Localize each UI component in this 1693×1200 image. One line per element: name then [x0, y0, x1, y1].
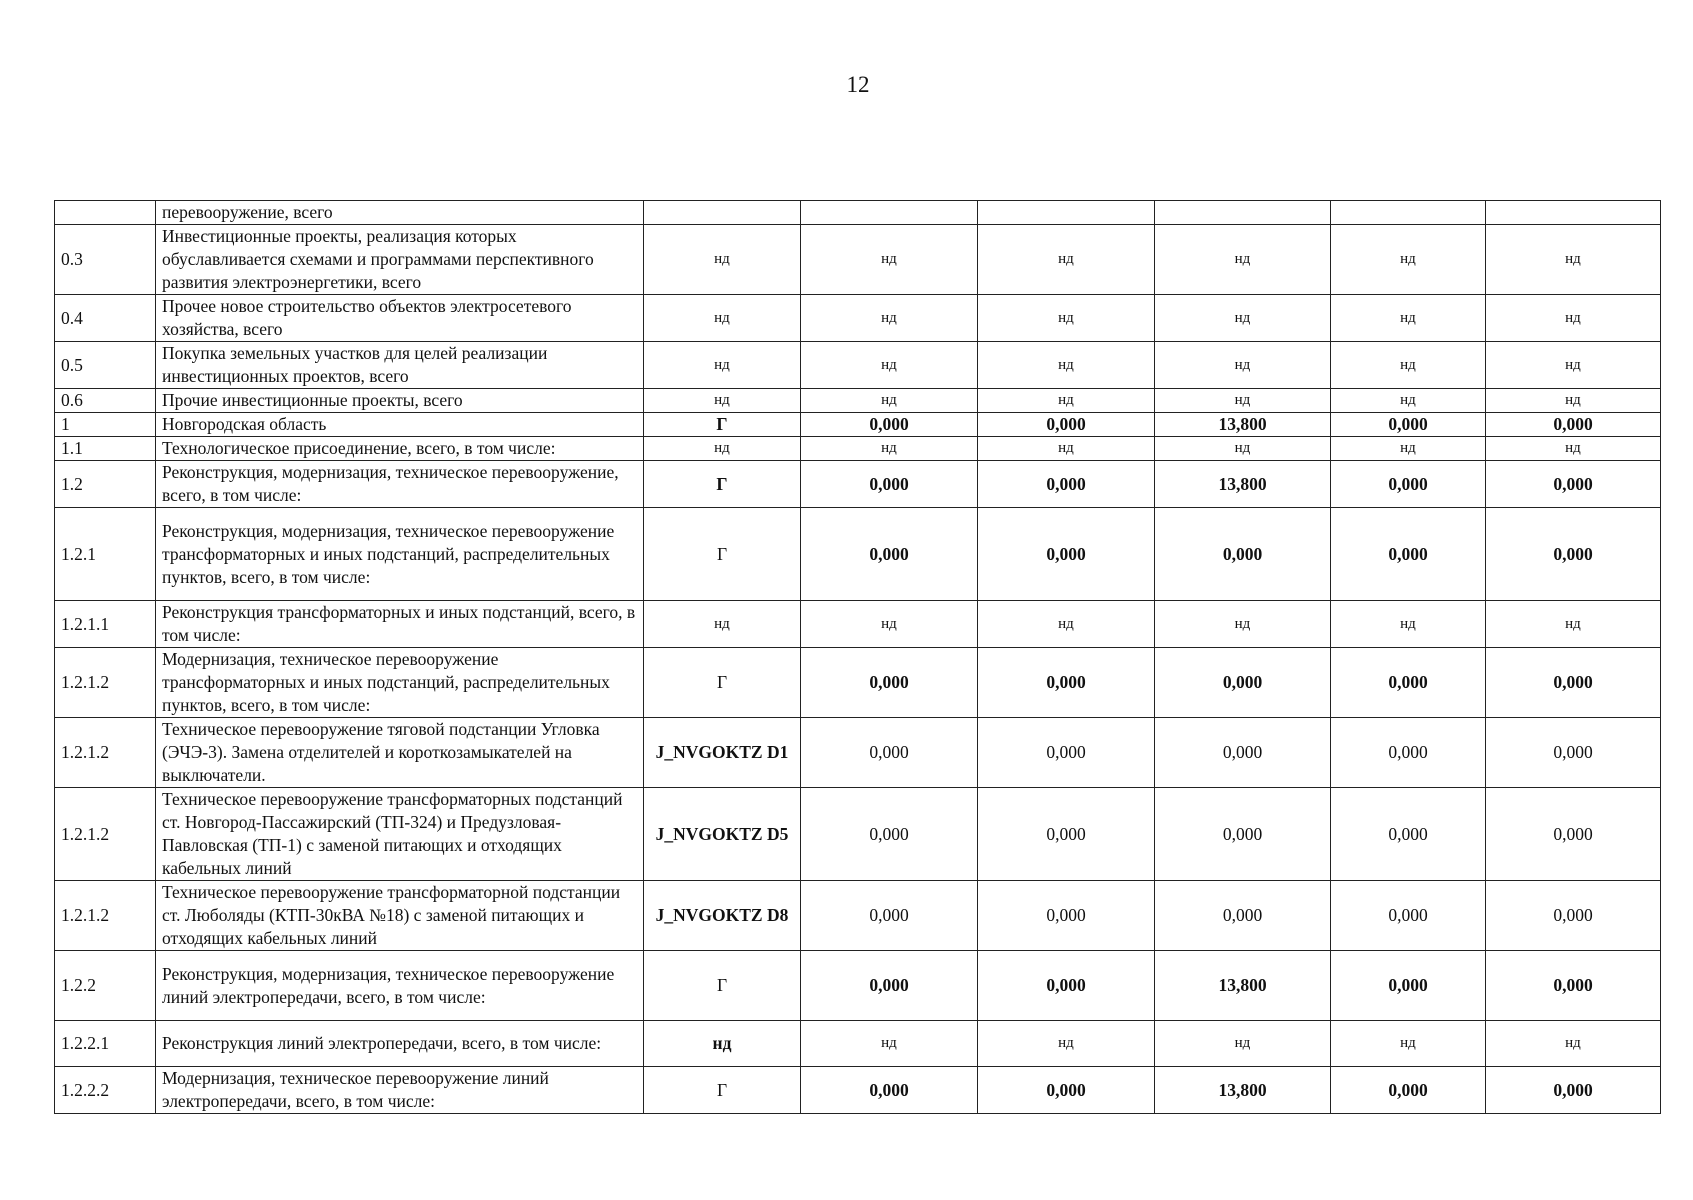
row-value-5: 0,000 [1486, 413, 1661, 437]
row-number: 1.2.1.2 [55, 881, 156, 951]
row-value-5: 0,000 [1486, 881, 1661, 951]
row-code: нд [644, 342, 801, 389]
row-name: Техническое перевооружение тяговой подстанции Угловка (ЭЧЭ-3). Замена отделителей и короткозамыкателей на выключатели. [156, 718, 644, 788]
row-value-4: нд [1331, 225, 1486, 295]
row-value-3: 0,000 [1155, 881, 1331, 951]
row-name: Реконструкция трансформаторных и иных подстанций, всего, в том числе: [156, 601, 644, 648]
row-value-4: 0,000 [1331, 718, 1486, 788]
row-name: Покупка земельных участков для целей реализации инвестиционных проектов, всего [156, 342, 644, 389]
row-code: J_NVGOKTZ D5 [644, 788, 801, 881]
row-value-5 [1486, 201, 1661, 225]
row-value-2: 0,000 [978, 951, 1155, 1021]
row-number: 1.2.2.1 [55, 1021, 156, 1067]
row-code: нд [644, 389, 801, 413]
row-name: Техническое перевооружение трансформаторных подстанций ст. Новгород-Пассажирский (ТП-324) и Предузловая-Павловская (ТП-1) с заменой питающих и отходящих кабельных линий [156, 788, 644, 881]
row-value-2: 0,000 [978, 413, 1155, 437]
row-value-5: нд [1486, 601, 1661, 648]
row-value-4 [1331, 201, 1486, 225]
row-code: нд [644, 437, 801, 461]
row-value-3: нд [1155, 389, 1331, 413]
row-name: Техническое перевооружение трансформаторной подстанции ст. Люболяды (КТП-30кВА №18) с заменой питающих и отходящих кабельных линий [156, 881, 644, 951]
row-value-4: 0,000 [1331, 413, 1486, 437]
row-value-4: нд [1331, 1021, 1486, 1067]
table-body [55, 201, 1661, 1114]
row-value-3: нд [1155, 437, 1331, 461]
row-number: 1.2.2 [55, 951, 156, 1021]
row-value-1: 0,000 [801, 718, 978, 788]
row-value-3: нд [1155, 1021, 1331, 1067]
page-number: 12 [846, 72, 870, 97]
row-value-1: нд [801, 389, 978, 413]
investment-table [54, 200, 1661, 1114]
row-value-5: 0,000 [1486, 1067, 1661, 1114]
row-value-4: 0,000 [1331, 881, 1486, 951]
row-name: перевооружение, всего [156, 201, 644, 225]
row-name: Инвестиционные проекты, реализация которых обуславливается схемами и программами перспективного развития электроэнергетики, всего [156, 225, 644, 295]
row-value-2: нд [978, 225, 1155, 295]
row-value-3: 0,000 [1155, 718, 1331, 788]
row-number: 1.1 [55, 437, 156, 461]
row-value-5: 0,000 [1486, 951, 1661, 1021]
row-code: нд [644, 1021, 801, 1067]
row-number: 1 [55, 413, 156, 437]
row-value-2: 0,000 [978, 648, 1155, 718]
row-value-2: 0,000 [978, 508, 1155, 601]
table-row [55, 342, 1661, 389]
row-value-4: 0,000 [1331, 648, 1486, 718]
row-value-3: 13,800 [1155, 461, 1331, 508]
row-name: Технологическое присоединение, всего, в том числе: [156, 437, 644, 461]
table-row [55, 601, 1661, 648]
table-row [55, 951, 1661, 1021]
row-code: нд [644, 225, 801, 295]
table-row [55, 648, 1661, 718]
row-name: Реконструкция линий электропередачи, всего, в том числе: [156, 1021, 644, 1067]
table-row [55, 413, 1661, 437]
row-code: Г [644, 413, 801, 437]
row-number: 1.2.1 [55, 508, 156, 601]
row-value-2: 0,000 [978, 788, 1155, 881]
row-value-2: 0,000 [978, 718, 1155, 788]
row-value-4: 0,000 [1331, 788, 1486, 881]
row-code: нд [644, 295, 801, 342]
row-value-5: нд [1486, 295, 1661, 342]
row-code: J_NVGOKTZ D1 [644, 718, 801, 788]
row-name: Реконструкция, модернизация, техническое перевооружение линий электропередачи, всего, в том числе: [156, 951, 644, 1021]
row-code: Г [644, 461, 801, 508]
row-value-1: нд [801, 601, 978, 648]
row-number [55, 201, 156, 225]
row-value-1: 0,000 [801, 461, 978, 508]
row-value-2: нд [978, 389, 1155, 413]
row-name: Прочие инвестиционные проекты, всего [156, 389, 644, 413]
row-value-5: 0,000 [1486, 508, 1661, 601]
row-value-3 [1155, 201, 1331, 225]
row-value-3: 0,000 [1155, 648, 1331, 718]
row-value-3: 13,800 [1155, 951, 1331, 1021]
row-number: 1.2.1.2 [55, 718, 156, 788]
row-name: Новгородская область [156, 413, 644, 437]
row-value-1: 0,000 [801, 881, 978, 951]
row-value-1: нд [801, 437, 978, 461]
row-value-3: нд [1155, 225, 1331, 295]
row-value-2: нд [978, 601, 1155, 648]
row-value-1: 0,000 [801, 413, 978, 437]
table-row [55, 788, 1661, 881]
row-value-3: нд [1155, 342, 1331, 389]
table-row [55, 389, 1661, 413]
row-value-2: нд [978, 437, 1155, 461]
row-value-5: нд [1486, 1021, 1661, 1067]
row-value-4: 0,000 [1331, 508, 1486, 601]
row-number: 1.2.1.2 [55, 788, 156, 881]
row-value-4: 0,000 [1331, 1067, 1486, 1114]
row-value-3: нд [1155, 601, 1331, 648]
row-code: Г [644, 951, 801, 1021]
row-name: Модернизация, техническое перевооружение линий электропередачи, всего, в том числе: [156, 1067, 644, 1114]
row-value-1: нд [801, 342, 978, 389]
table-row [55, 881, 1661, 951]
row-value-3: 0,000 [1155, 788, 1331, 881]
row-value-2: нд [978, 342, 1155, 389]
row-value-5: нд [1486, 225, 1661, 295]
row-value-1: 0,000 [801, 1067, 978, 1114]
row-number: 0.3 [55, 225, 156, 295]
row-code: нд [644, 601, 801, 648]
table-row [55, 508, 1661, 601]
row-code: Г [644, 648, 801, 718]
row-number: 0.4 [55, 295, 156, 342]
row-value-2 [978, 201, 1155, 225]
row-number: 1.2.1.2 [55, 648, 156, 718]
row-value-2: 0,000 [978, 1067, 1155, 1114]
row-value-2: 0,000 [978, 881, 1155, 951]
row-value-5: 0,000 [1486, 788, 1661, 881]
row-value-5: нд [1486, 437, 1661, 461]
row-number: 1.2.1.1 [55, 601, 156, 648]
row-number: 0.5 [55, 342, 156, 389]
row-value-1 [801, 201, 978, 225]
row-value-1: 0,000 [801, 788, 978, 881]
row-name: Прочее новое строительство объектов электросетевого хозяйства, всего [156, 295, 644, 342]
row-code [644, 201, 801, 225]
row-value-1: нд [801, 295, 978, 342]
row-value-3: 13,800 [1155, 1067, 1331, 1114]
row-value-5: 0,000 [1486, 461, 1661, 508]
row-name: Модернизация, техническое перевооружение трансформаторных и иных подстанций, распределительных пунктов, всего, в том числе: [156, 648, 644, 718]
row-value-4: нд [1331, 437, 1486, 461]
row-value-4: 0,000 [1331, 951, 1486, 1021]
row-code: Г [644, 1067, 801, 1114]
row-value-4: 0,000 [1331, 461, 1486, 508]
row-value-3: нд [1155, 295, 1331, 342]
row-value-1: 0,000 [801, 508, 978, 601]
row-value-1: 0,000 [801, 648, 978, 718]
table-row [55, 437, 1661, 461]
row-number: 0.6 [55, 389, 156, 413]
row-number: 1.2 [55, 461, 156, 508]
table-row [55, 295, 1661, 342]
table-row [55, 718, 1661, 788]
row-value-2: нд [978, 1021, 1155, 1067]
table-row [55, 225, 1661, 295]
row-value-5: 0,000 [1486, 648, 1661, 718]
row-name: Реконструкция, модернизация, техническое перевооружение трансформаторных и иных подстанций, распределительных пунктов, всего, в том числе: [156, 508, 644, 601]
row-value-1: нд [801, 225, 978, 295]
row-value-1: нд [801, 1021, 978, 1067]
row-value-3: 0,000 [1155, 508, 1331, 601]
row-value-4: нд [1331, 295, 1486, 342]
row-code: J_NVGOKTZ D8 [644, 881, 801, 951]
row-value-4: нд [1331, 601, 1486, 648]
row-value-1: 0,000 [801, 951, 978, 1021]
row-code: Г [644, 508, 801, 601]
table-row [55, 1021, 1661, 1067]
row-value-2: нд [978, 295, 1155, 342]
row-number: 1.2.2.2 [55, 1067, 156, 1114]
row-value-4: нд [1331, 342, 1486, 389]
table-row [55, 461, 1661, 508]
row-value-5: нд [1486, 342, 1661, 389]
row-value-4: нд [1331, 389, 1486, 413]
table-row [55, 201, 1661, 225]
table-row [55, 1067, 1661, 1114]
row-name: Реконструкция, модернизация, техническое перевооружение, всего, в том числе: [156, 461, 644, 508]
row-value-5: нд [1486, 389, 1661, 413]
row-value-3: 13,800 [1155, 413, 1331, 437]
row-value-2: 0,000 [978, 461, 1155, 508]
row-value-5: 0,000 [1486, 718, 1661, 788]
